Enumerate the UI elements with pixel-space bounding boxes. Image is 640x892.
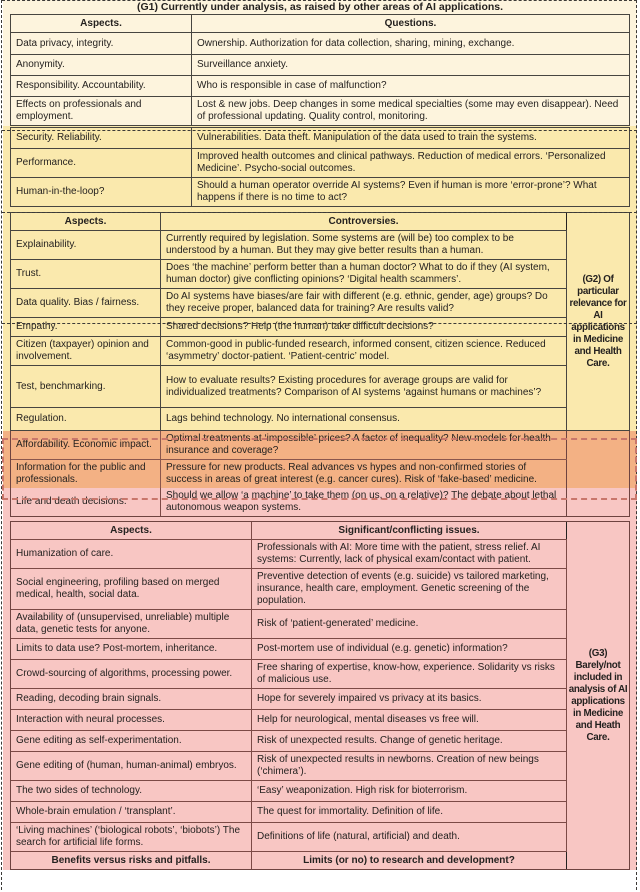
detail-cell: Definitions of life (natural, artificial) and death. bbox=[252, 823, 567, 851]
aspect-cell: Crowd-sourcing of algorithms, processing power. bbox=[11, 660, 252, 688]
g2-header-controversies: Controversies. bbox=[161, 213, 567, 230]
detail-cell: Common-good in public-funded research, informed consent, citizen science. Reduced ‘asymmetry’ doctor-patient. ‘Patient-centric’ model. bbox=[161, 337, 567, 365]
aspect-cell: Reading, decoding brain signals. bbox=[11, 689, 252, 709]
table-row bbox=[11, 407, 629, 430]
g1-rows bbox=[11, 33, 629, 125]
table-row bbox=[11, 75, 629, 96]
detail-cell: Shared decisions? Help (the human) take difficult decisions? bbox=[161, 318, 567, 336]
aspect-cell: Effects on professionals and employment. bbox=[11, 97, 192, 125]
table-row bbox=[11, 730, 629, 751]
g3-group-label: (G3) Barely/not included in analysis of AI applications in Medicine and Heath Care. bbox=[567, 522, 629, 869]
table-row bbox=[11, 822, 629, 851]
aspect-cell: Regulation. bbox=[11, 408, 161, 430]
detail-cell: Currently required by legislation. Some systems are (will be) too complex to be understood by a human. But they may give better results than a human. bbox=[161, 231, 567, 259]
table-row bbox=[11, 177, 629, 206]
table-row bbox=[11, 688, 629, 709]
detail-cell: Lags behind technology. No international consensus. bbox=[161, 408, 567, 430]
section-g2-g3-overlap bbox=[3, 431, 637, 488]
g1-table bbox=[10, 14, 630, 126]
table-row bbox=[11, 488, 629, 516]
aspect-cell: Availability of (unsupervised, unreliable) multiple data, genetic tests for anyone. bbox=[11, 610, 252, 638]
g2-header-row bbox=[11, 213, 629, 231]
aspect-cell: Affordability. Economic impact. bbox=[11, 431, 161, 459]
g1-g2-overlap-table bbox=[10, 127, 630, 207]
detail-cell: Optimal treatments at ‘impossible’ prices? A factor of inequality? New models for health insurance and coverage? bbox=[161, 431, 567, 459]
detail-cell: Do AI systems have biases/are fair with different (e.g. ethnic, gender, age) groups? Do they receive proper, balanced data for training? Are results valid? bbox=[161, 289, 567, 317]
aspect-cell: Information for the public and professionals. bbox=[11, 460, 161, 488]
section-life-death-row bbox=[3, 488, 637, 521]
table-row bbox=[11, 659, 629, 688]
orange-right-strip bbox=[567, 431, 629, 488]
g2-header-aspects: Aspects. bbox=[11, 213, 161, 230]
aspect-cell: Security. Reliability. bbox=[11, 128, 192, 148]
g3-table bbox=[10, 521, 630, 870]
table-row bbox=[11, 288, 629, 317]
aspect-cell: Data quality. Bias / fairness. bbox=[11, 289, 161, 317]
detail-cell: Risk of unexpected results. Change of genetic heritage. bbox=[252, 731, 567, 751]
g1-title: (G1) Currently under analysis, as raised by other areas of AI applications. bbox=[136, 1, 504, 13]
detail-cell: Help for neurological, mental diseases vs free will. bbox=[252, 710, 567, 730]
g3-footer-limits: Limits (or no) to research and development? bbox=[252, 852, 567, 869]
aspect-cell: Data privacy, integrity. bbox=[11, 33, 192, 54]
aspect-cell: Humanization of care. bbox=[11, 540, 252, 568]
g3-header-row bbox=[11, 522, 629, 540]
g3-rows bbox=[11, 540, 629, 851]
g2-table bbox=[10, 212, 630, 431]
aspect-cell: Citizen (taxpayer) opinion and involvement. bbox=[11, 337, 161, 365]
aspect-cell: Anonymity. bbox=[11, 55, 192, 75]
aspect-cell: ‘Living machines’ (‘biological robots’, ‘biobots’) The search for artificial life forms. bbox=[11, 823, 252, 851]
detail-cell: ‘Easy’ weaponization. High risk for bioterrorism. bbox=[252, 781, 567, 801]
detail-cell: The quest for immortality. Definition of life. bbox=[252, 802, 567, 822]
detail-cell: Should we allow ‘a machine’ to take them (on us, on a relative)? The debate about lethal autonomous weapon systems. bbox=[161, 488, 567, 516]
detail-cell: Lost & new jobs. Deep changes in some medical specialties (some may even disappear). Need of professional updating. Quality control, monitoring. bbox=[197, 99, 619, 122]
table-row bbox=[11, 780, 629, 801]
g3-footer-row bbox=[11, 851, 629, 869]
table-row bbox=[11, 33, 629, 54]
table-row bbox=[11, 148, 629, 177]
aspect-cell: Gene editing as self-experimentation. bbox=[11, 731, 252, 751]
detail-cell: Ownership. Authorization for data collection, sharing, mining, exchange. bbox=[197, 37, 515, 49]
detail-cell: Risk of ‘patient-generated’ medicine. bbox=[252, 610, 567, 638]
table-row bbox=[11, 336, 629, 365]
section-g3 bbox=[3, 521, 637, 870]
table-row bbox=[11, 638, 629, 659]
table-row bbox=[11, 459, 629, 488]
g2-rows bbox=[11, 231, 629, 430]
section-g1-g2-overlap bbox=[3, 126, 637, 209]
detail-cell: Should a human operator override AI systems? Even if human is more ‘error-prone’? What happens if there is no time to act? bbox=[197, 180, 597, 203]
table-row bbox=[11, 54, 629, 75]
detail-cell: Free sharing of expertise, know-how, experience. Solidarity vs risks of malicious use. bbox=[252, 660, 567, 688]
g3-footer-benefits: Benefits versus risks and pitfalls. bbox=[11, 852, 252, 869]
aspect-cell: Explainability. bbox=[11, 231, 161, 259]
detail-cell: Professionals with AI: More time with the patient, stress relief. AI systems: Currently, lack of physical exam/contact with patient. bbox=[252, 540, 567, 568]
detail-cell: Hope for severely impaired vs privacy at its basics. bbox=[252, 689, 567, 709]
detail-cell: Surveillance anxiety. bbox=[197, 59, 288, 70]
table-row bbox=[11, 709, 629, 730]
detail-cell: Does ‘the machine’ perform better than a human doctor? What to do if they (AI system, human doctor) give conflicting opinions? ‘Digital health scammers’. bbox=[161, 260, 567, 288]
table-row bbox=[11, 540, 629, 568]
detail-cell: Preventive detection of events (e.g. suicide) vs tailored marketing, insurance, health care, employment. Genetic screening of the population. bbox=[252, 569, 567, 609]
table-row bbox=[11, 431, 629, 459]
aspect-cell: Whole-brain emulation / ‘transplant’. bbox=[11, 802, 252, 822]
table-row bbox=[11, 568, 629, 609]
table-row bbox=[11, 259, 629, 288]
table-row bbox=[11, 365, 629, 407]
aspect-cell: Human-in-the-loop? bbox=[11, 178, 192, 206]
table-row bbox=[11, 751, 629, 780]
detail-cell: Vulnerabilities. Data theft. Manipulation of the data used to train the systems. bbox=[197, 132, 537, 143]
aspect-cell: Limits to data use? Post-mortem, inheritance. bbox=[11, 639, 252, 659]
g2-group-label: (G2) Of particular relevance for AI applications in Medicine and Health Care. bbox=[567, 213, 629, 430]
aspect-cell: Test, benchmarking. bbox=[11, 366, 161, 407]
aspect-cell: Interaction with neural processes. bbox=[11, 710, 252, 730]
overlap2-rows bbox=[11, 431, 629, 488]
table-row bbox=[11, 128, 629, 148]
detail-cell: Improved health outcomes and clinical pathways. Reduction of medical errors. ‘Personalized Medicine’. Psycho-social outcomes. bbox=[197, 151, 606, 174]
detail-cell: Who is responsible in case of malfunction? bbox=[197, 80, 387, 91]
aspect-cell: The two sides of technology. bbox=[11, 781, 252, 801]
left-dashed-border bbox=[1, 0, 2, 890]
section-g1 bbox=[3, 0, 637, 126]
aspect-cell: Gene editing of (human, human-animal) embryos. bbox=[11, 752, 252, 780]
detail-cell: How to evaluate results? Existing procedures for average groups are valid for individualized treatments? Comparison of AI systems ‘against humans or machines’? bbox=[161, 366, 567, 407]
table-row bbox=[11, 317, 629, 336]
section-g2 bbox=[3, 209, 637, 431]
detail-cell: Risk of unexpected results in newborns. Creation of new beings (‘chimera’). bbox=[252, 752, 567, 780]
detail-cell: Post-mortem use of individual (e.g. genetic) information? bbox=[252, 639, 567, 659]
table-row bbox=[11, 231, 629, 259]
aspect-cell: Empathy. bbox=[11, 318, 161, 336]
table-row bbox=[11, 801, 629, 822]
g3-header-aspects: Aspects. bbox=[11, 522, 252, 539]
table-row bbox=[11, 96, 629, 125]
overlap1-rows bbox=[11, 128, 629, 206]
table-row bbox=[11, 609, 629, 638]
aspect-cell: Social engineering, profiling based on merged medical, health, social data. bbox=[11, 569, 252, 609]
life-death-table bbox=[10, 488, 630, 517]
g3-header-issues: Significant/conflicting issues. bbox=[252, 522, 567, 539]
g1-header-questions: Questions. bbox=[384, 17, 437, 29]
g2-g3-overlap-table bbox=[10, 431, 630, 488]
aspect-cell: Life and death decisions. bbox=[11, 488, 161, 516]
pink-right-strip bbox=[567, 488, 629, 516]
g1-header-aspects: Aspects. bbox=[11, 15, 192, 32]
aspect-cell: Responsibility. Accountability. bbox=[11, 76, 192, 96]
detail-cell: Pressure for new products. Real advances vs hypes and non-confirmed stories of success in areas of great interest (e.g. cancer cures). Risk of ‘fake-based’ medicine. bbox=[161, 460, 567, 488]
aspect-cell: Trust. bbox=[11, 260, 161, 288]
g1-header-row bbox=[11, 15, 629, 33]
aspect-cell: Performance. bbox=[11, 149, 192, 177]
